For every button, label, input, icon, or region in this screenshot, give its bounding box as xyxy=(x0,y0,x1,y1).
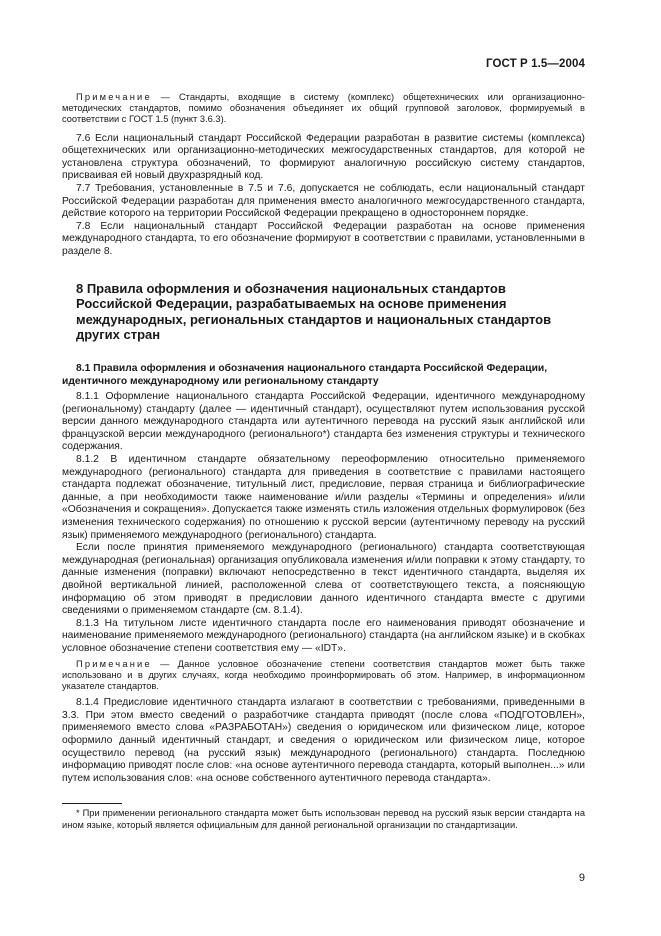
paragraph-8-1-4: 8.1.4 Предисловие идентичного стандарта излагают в соответствии с требованиями, приведенными в 3.3. При этом вместо сведений о разработчике стандарта приводят (после слова «ПОДГОТОВЛЕН», применяемого вместо слова «РАЗРАБОТАН») сведения о юридическом или физическом лице, которое оформило данный идентичный стандарт, и сведения о юридическом или физическом лице, которое осуществило перевод (на русский язык) международного (регионального) стандарта. Последнюю информацию приводят после слов: «на основе аутентичного перевода стандарта, который выполнен...» или путем использования слов: «на основе собственного аутентичного перевода стандарта». xyxy=(62,697,585,784)
note-label-2: Примечание xyxy=(76,658,152,669)
paragraph-7-6: 7.6 Если национальный стандарт Российской Федерации разработан в развитие системы (комплекса) общетехнических или организационно-методических межгосударственных стандартов, для которой не установлена структура обозначений, то формируют аналогичную российскую систему стандартов, присваивая ей новый двухразрядный код. xyxy=(62,132,585,182)
note-text: — Стандарты, входящие в систему (комплекс) общетехнических или организационно-методических стандартов, помимо обозначения объединяет их общий групповой заголовок, формируемый в соответствии с ГОСТ 1.5 (пункт 3.6.3). xyxy=(62,92,585,125)
note-paragraph xyxy=(62,92,585,126)
paragraph-7-8: 7.8 Если национальный стандарт Российской Федерации разработан на основе применения международного стандарта, то его обозначение формируют в соответствии с правилами, установленными в разделе 8. xyxy=(62,220,585,257)
paragraph-8-1-2-continued: Если после принятия применяемого международного (регионального) стандарта соответствующая международная (региональная) организация опубликовала изменения и/или поправки к этому стандарту, то данные изменения (поправки) включают непосредственно в текст идентичного стандарта, выделяя их двойной вертикальной линией, расположенной слева от соответствующего текста, а поясняющую информацию об этом приводят в предисловии данного идентичного стандарта вместе с другими сведениями о применяемом стандарте (см. 8.1.4). xyxy=(62,542,585,617)
footnote-divider xyxy=(62,803,122,804)
paragraph-8-1-1: 8.1.1 Оформление национального стандарта Российской Федерации, идентичного международному (региональному) стандарту (далее — идентичный стандарт), осуществляют путем использования русской версии данного международного стандарта или аутентичного перевода на русский язык английской или французской версии международного (регионального*) стандарта без изменения структуры и технического содержания. xyxy=(62,391,585,453)
page-content xyxy=(62,92,585,831)
note-paragraph-2 xyxy=(62,659,585,693)
page-number: 9 xyxy=(578,872,585,884)
subsection-8-1-title: 8.1 Правила оформления и обозначения национального стандарта Российской Федерации, идентичного международному или региональному стандарту xyxy=(62,362,548,387)
document-code: ГОСТ Р 1.5—2004 xyxy=(486,58,585,70)
paragraph-8-1-3: 8.1.3 На титульном листе идентичного стандарта после его наименования приводят обозначение и наименование применяемого международного (регионального) стандарта (на английском языке) и в скобках условное обозначение степени соответствия ему — «IDT». xyxy=(62,617,585,654)
footnote: * При применении регионального стандарта может быть использован перевод на русский язык версии стандарта на ином языке, который является официальным для данной региональной организации по стандартизации. xyxy=(62,808,585,830)
paragraph-7-7: 7.7 Требования, установленные в 7.5 и 7.6, допускается не соблюдать, если национальный стандарт Российской Федерации разработан для применения вместо аналогичного межгосударственного стандарта, действие которого на территории Российской Федерации прекращено в одностороннем порядке. xyxy=(62,182,585,220)
section-8-title: 8 Правила оформления и обозначения национальных стандартов Российской Федерации, разрабатываемых на основе применения международных, региональных стандартов и национальных стандартов других стран xyxy=(76,280,552,343)
note-label: Примечание xyxy=(76,92,152,102)
note-text-2: — Данное условное обозначение степени соответствия стандартов может быть также использовано и в других случаях, когда необходимо проинформировать об этом. Например, в информационном указателе стандартов. xyxy=(62,658,585,691)
paragraph-8-1-2: 8.1.2 В идентичном стандарте обязательному переоформлению относительно применяемого международного (регионального) стандарта для приведения в соответствие с правилами настоящего стандарта подлежат обозначение, титульный лист, предисловие, первая страница и библиографические данные, а при необходимости также наименование и/или разделы «Термины и определения» и/или «Обозначения и сокращения». Допускается также изменять стиль изложения отдельных формулировок (без изменения технического содержания) по отношению к русской версии (аутентичному переводу на русский язык) применяемого международного (регионального) стандарта. xyxy=(62,454,585,541)
